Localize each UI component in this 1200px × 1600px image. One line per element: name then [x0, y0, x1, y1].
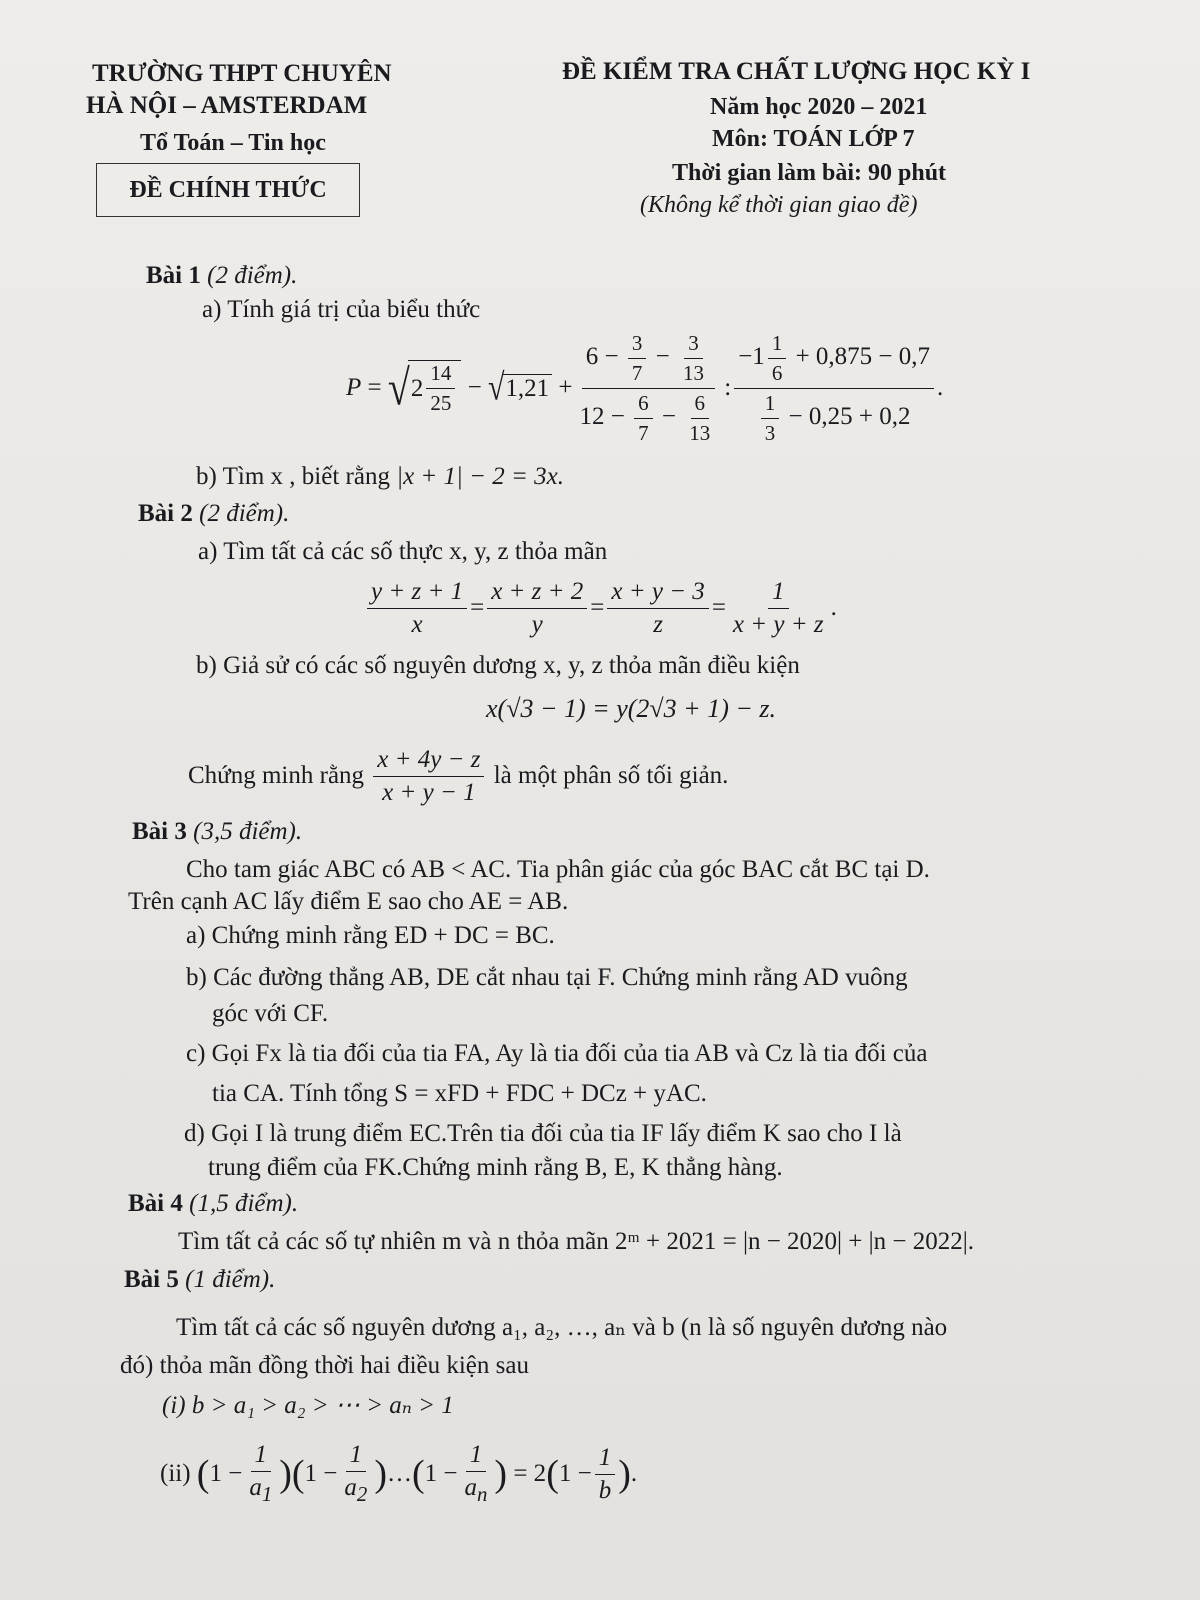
- problem-2a-text: a) Tìm tất cả các số thực x, y, z thỏa mãn: [198, 538, 608, 565]
- subject: Môn: TOÁN LỚP 7: [712, 126, 915, 152]
- problem-3a: a) Chứng minh rằng ED + DC = BC.: [186, 922, 555, 949]
- school-name-line1: TRƯỜNG THPT CHUYÊN: [92, 60, 392, 87]
- expression-P: P = √ 2 $\frac{14}{25}$ − √ 1,21 + 6 − $\frac{3}{7}$ − $\frac{3}{13}$ 12 − $\frac{6}{7}$ − $\frac{6}{13}$ : −1 $\frac{1}{6}$ + 0,875 − 0,7 $\frac{1}{3}$ − 0,25 + 0,2 .: [346, 330, 944, 445]
- problem-4-label: Bài 4: [128, 1190, 183, 1217]
- problem-5-title: [124, 1266, 275, 1294]
- problem-1-title: [146, 262, 297, 290]
- fraction-to-prove: $\frac{x + 4y - z}{x + y - 1}$: [373, 746, 484, 807]
- problem-5-line1: Tìm tất cả các số nguyên dương a₁, a₂, …, aₙ và b (n là số nguyên dương nào: [176, 1314, 948, 1341]
- problem-3-label: Bài 3: [132, 818, 187, 845]
- problem-3-line2: Trên cạnh AC lấy điểm E sao cho AE = AB.: [128, 888, 569, 915]
- problem-5-points: (1 điểm).: [185, 1266, 276, 1293]
- department: Tổ Toán – Tin học: [140, 130, 326, 156]
- condition-ii-label: (ii): [160, 1460, 191, 1487]
- problem-2a-equation: $\frac{y + z + 1}{x}$ = $\frac{x + z + 2}{y}$ = $\frac{x + y - 3}{z}$ = $\frac{1}{x + y + z}$ .: [364, 572, 837, 644]
- problem-5-line2: đó) thỏa mãn đồng thời hai điều kiện sau: [120, 1352, 529, 1379]
- duration: Thời gian làm bài: 90 phút: [672, 160, 947, 186]
- problem-4-title: [128, 1190, 298, 1218]
- problem-3b-line1: b) Các đường thẳng AB, DE cắt nhau tại F. Chứng minh rằng AD vuông: [186, 964, 908, 991]
- problem-1b-equation: |x + 1| − 2 = 3x.: [396, 463, 565, 490]
- problem-2-points: (2 điểm).: [199, 500, 290, 527]
- duration-note: (Không kể thời gian giao đề): [640, 192, 918, 218]
- problem-2b-prove-prefix: Chứng minh rằng: [188, 762, 365, 789]
- problem-3-points: (3,5 điểm).: [193, 818, 303, 845]
- problem-5-condition-ii: (ii) ( 1 − $\frac{1}{a_1}$ ) ( 1 − $\frac{1}{a_2}$ ) … ( 1 − $\frac{1}{a_n}$ ) = 2 ( 1 − $\frac{1}{b}$ ) .: [160, 1441, 638, 1506]
- problem-2b-text: b) Giả sử có các số nguyên dương x, y, z thỏa mãn điều kiện: [196, 652, 800, 679]
- problem-3b-line2: góc với CF.: [212, 1000, 329, 1027]
- problem-3c-line1: c) Gọi Fx là tia đối của tia FA, Ay là tia đối của tia AB và Cz là tia đối của: [186, 1040, 928, 1067]
- school-year: Năm học 2020 – 2021: [710, 94, 928, 120]
- problem-1-label: Bài 1: [146, 262, 201, 289]
- problem-1b: [196, 463, 564, 491]
- exam-title: ĐỀ KIỂM TRA CHẤT LƯỢNG HỌC KỲ I: [562, 58, 1031, 85]
- problem-1b-text: b) Tìm x , biết rằng: [196, 463, 390, 490]
- problem-2b-prove-suffix: là một phân số tối giản.: [493, 762, 729, 789]
- problem-3-line1: Cho tam giác ABC có AB < AC. Tia phân giác của góc BAC cắt BC tại D.: [186, 856, 930, 883]
- problem-2-label: Bài 2: [138, 500, 193, 527]
- problem-4-points: (1,5 điểm).: [189, 1190, 299, 1217]
- problem-3-title: [132, 818, 302, 846]
- problem-4-text: Tìm tất cả các số tự nhiên m và n thỏa mãn 2ᵐ + 2021 = |n − 2020| + |n − 2022|.: [178, 1228, 975, 1255]
- problem-5-condition-i: (i) b > a₁ > a₂ > ⋯ > aₙ > 1: [162, 1392, 454, 1419]
- problem-2-title: [138, 500, 289, 528]
- official-exam-box: ĐỀ CHÍNH THỨC: [96, 163, 360, 217]
- problem-2b-equation: x(√3 − 1) = y(2√3 + 1) − z.: [486, 694, 777, 723]
- problem-3c-line2: tia CA. Tính tổng S = xFD + FDC + DCz + yAC.: [212, 1080, 707, 1107]
- problem-3d-line1: d) Gọi I là trung điểm EC.Trên tia đối của tia IF lấy điểm K sao cho I là: [184, 1120, 902, 1147]
- problem-1-points: (2 điểm).: [207, 262, 298, 289]
- problem-3d-line2: trung điểm của FK.Chứng minh rằng B, E, K thẳng hàng.: [208, 1154, 783, 1181]
- problem-5-label: Bài 5: [124, 1266, 179, 1293]
- school-name-line2: HÀ NỘI – AMSTERDAM: [86, 92, 368, 119]
- problem-2b-prove: [188, 740, 728, 812]
- problem-1a-text: a) Tính giá trị của biểu thức: [202, 296, 481, 323]
